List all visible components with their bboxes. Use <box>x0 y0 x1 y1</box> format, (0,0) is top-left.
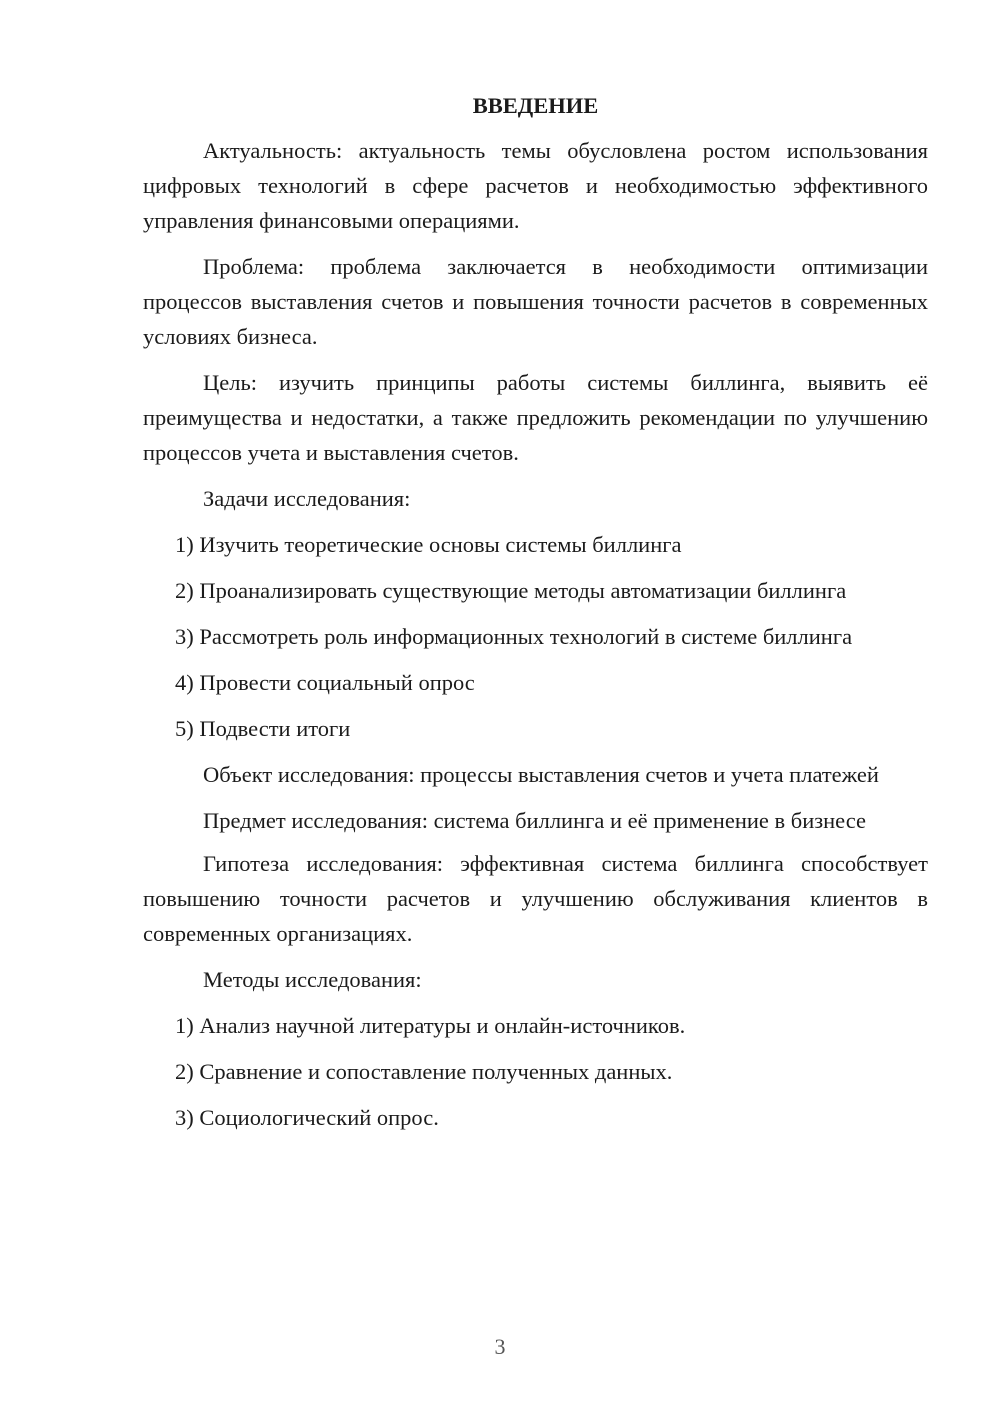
section-title: ВВЕДЕНИЕ <box>472 93 599 118</box>
subject-paragraph: Предмет исследования: система биллинга и её применение в бизнесе <box>203 808 866 833</box>
method-item: 2) Сравнение и сопоставление полученных данных. <box>175 1059 673 1084</box>
task-item: 4) Провести социальный опрос <box>175 670 475 695</box>
task-item: 1) Изучить теоретические основы системы биллинга <box>175 532 682 557</box>
task-item: 3) Рассмотреть роль информационных технологий в системе биллинга <box>175 624 853 649</box>
document-page <box>143 88 928 1146</box>
goal-paragraph: Цель: изучить принципы работы системы биллинга, выявить её преимущества и недостатки, а также предложить рекомендации по улучшению процессов учета и выставления счетов. <box>143 370 928 465</box>
tasks-heading: Задачи исследования: <box>203 486 411 511</box>
method-item: 1) Анализ научной литературы и онлайн-источников. <box>175 1013 686 1038</box>
task-item: 2) Проанализировать существующие методы автоматизации биллинга <box>175 578 847 603</box>
relevance-paragraph: Актуальность: актуальность темы обусловлена ростом использования цифровых технологий в сфере расчетов и необходимостью эффективного управления финансовыми операциями. <box>143 138 928 233</box>
method-item: 3) Социологический опрос. <box>175 1105 439 1130</box>
problem-paragraph: Проблема: проблема заключается в необходимости оптимизации процессов выставления счетов и повышения точности расчетов в современных условиях бизнеса. <box>143 254 928 349</box>
task-item: 5) Подвести итоги <box>175 716 351 741</box>
methods-heading: Методы исследования: <box>203 967 422 992</box>
page-number: 3 <box>494 1334 506 1359</box>
hypothesis-paragraph: Гипотеза исследования: эффективная система биллинга способствует повышению точности расчетов и улучшению обслуживания клиентов в современных организациях. <box>143 851 928 946</box>
object-paragraph: Объект исследования: процессы выставления счетов и учета платежей <box>203 762 879 787</box>
